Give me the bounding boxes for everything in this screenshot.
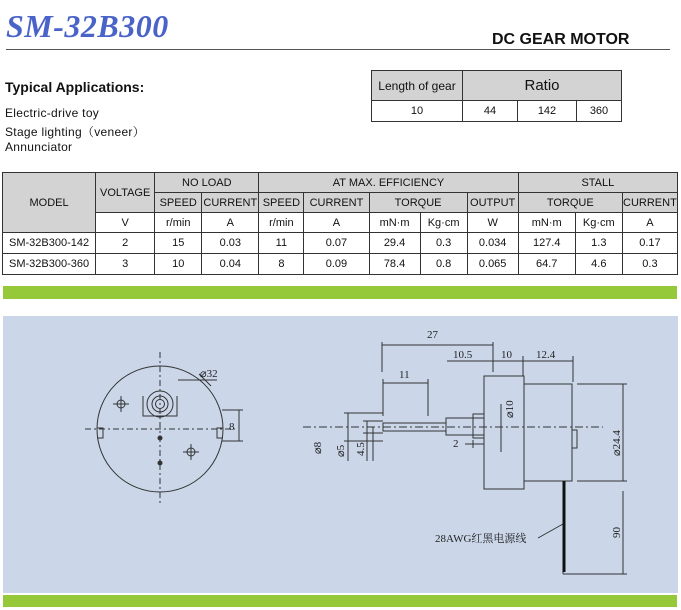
dim-d32: ⌀32 (200, 368, 218, 380)
application-item: Annunciator (5, 140, 73, 154)
cell-me-output: 0.034 (467, 233, 518, 254)
st-torque-header: TORQUE (518, 193, 622, 213)
ratio-cell: 142 (518, 101, 577, 122)
cell-me-torque-kg: 0.8 (420, 254, 467, 275)
stall-header: STALL (518, 173, 677, 193)
cell-st-torque-mn: 64.7 (518, 254, 575, 275)
table-row (3, 233, 678, 254)
front-view (85, 352, 243, 506)
cell-me-torque-mn: 78.4 (369, 254, 420, 275)
unit-torque-mn: mN·m (369, 213, 420, 233)
ratio-cell: 10 (372, 101, 463, 122)
unit-torque-mn: mN·m (518, 213, 575, 233)
ratio-cell: 360 (577, 101, 622, 122)
dim-w8: 8 (229, 421, 235, 433)
me-current-header: CURRENT (304, 193, 369, 213)
unit-torque-kg: Kg·cm (420, 213, 467, 233)
cell-me-output: 0.065 (467, 254, 518, 275)
footer-bar (3, 595, 677, 607)
dimension-drawing (3, 316, 678, 593)
me-torque-header: TORQUE (369, 193, 467, 213)
gear-housing (484, 376, 524, 489)
dim-d5: ⌀5 (335, 444, 347, 457)
cell-nl-current: 0.04 (202, 254, 259, 275)
unit-current: A (622, 213, 677, 233)
cell-voltage: 2 (96, 233, 155, 254)
unit-current: A (202, 213, 259, 233)
cell-st-torque-kg: 1.3 (575, 233, 622, 254)
unit-speed: r/min (155, 213, 202, 233)
unit-voltage: V (96, 213, 155, 233)
cell-me-torque-kg: 0.3 (420, 233, 467, 254)
cell-me-current: 0.07 (304, 233, 369, 254)
applications-title: Typical Applications: (5, 79, 145, 95)
nl-speed-header: SPEED (155, 193, 202, 213)
me-output-header: OUTPUT (467, 193, 518, 213)
wire-leader (538, 524, 563, 538)
motor-end-cap (572, 430, 577, 448)
dim-l11: 11 (399, 369, 410, 381)
section-divider-bar (3, 286, 677, 299)
dim-d24-4: ⌀24.4 (611, 430, 623, 456)
cell-me-speed: 8 (259, 254, 304, 275)
cell-nl-speed: 10 (155, 254, 202, 275)
l11-dimension (383, 379, 428, 416)
drawing-svg (3, 316, 678, 593)
cell-me-speed: 11 (259, 233, 304, 254)
cell-st-torque-mn: 127.4 (518, 233, 575, 254)
dim-l10: 10 (501, 349, 512, 361)
ratio-cell: 44 (463, 101, 518, 122)
dim-h4-5: 4.5 (355, 442, 367, 456)
unit-torque-kg: Kg·cm (575, 213, 622, 233)
dim-l10-5: 10.5 (453, 349, 473, 361)
cell-model: SM-32B300-142 (3, 233, 96, 254)
model-title: SM-32B300 (6, 8, 169, 44)
no-load-header: NO LOAD (155, 173, 259, 193)
max-efficiency-header: AT MAX. EFFICIENCY (259, 173, 518, 193)
nl-current-header: CURRENT (202, 193, 259, 213)
cell-st-current: 0.3 (622, 254, 677, 275)
dim-l27: 27 (427, 329, 438, 341)
model-header: MODEL (3, 173, 96, 233)
cell-voltage: 3 (96, 254, 155, 275)
voltage-header: VOLTAGE (96, 173, 155, 213)
motor-can (524, 384, 572, 481)
st-current-header: CURRENT (622, 193, 677, 213)
cell-nl-current: 0.03 (202, 233, 259, 254)
unit-output: W (467, 213, 518, 233)
unit-speed: r/min (259, 213, 304, 233)
gear-ratio-table (371, 70, 622, 122)
dim-d8: ⌀8 (312, 441, 324, 454)
ratio-header: Ratio (463, 71, 622, 101)
product-type-heading: DC GEAR MOTOR (492, 31, 630, 48)
wire-label: 28AWG红黑电源线 (435, 533, 527, 545)
cell-st-torque-kg: 4.6 (575, 254, 622, 275)
cell-model: SM-32B300-360 (3, 254, 96, 275)
dim-l2: 2 (453, 438, 459, 450)
cell-st-current: 0.17 (622, 233, 677, 254)
unit-current: A (304, 213, 369, 233)
l27-dimension (382, 342, 493, 372)
length-of-gear-header: Length of gear (372, 71, 463, 101)
l2-dimension (465, 440, 484, 448)
cell-nl-speed: 15 (155, 233, 202, 254)
cell-me-torque-mn: 29.4 (369, 233, 420, 254)
dim-d10: ⌀10 (504, 400, 516, 418)
spec-table (2, 172, 678, 275)
me-speed-header: SPEED (259, 193, 304, 213)
table-row (3, 254, 678, 275)
header-divider (6, 49, 670, 50)
dim-l12-4: 12.4 (536, 349, 556, 361)
application-item: Stage lighting（veneer） (5, 125, 146, 139)
application-item: Electric-drive toy (5, 106, 100, 120)
dim-l90: 90 (611, 527, 623, 538)
cell-me-current: 0.09 (304, 254, 369, 275)
